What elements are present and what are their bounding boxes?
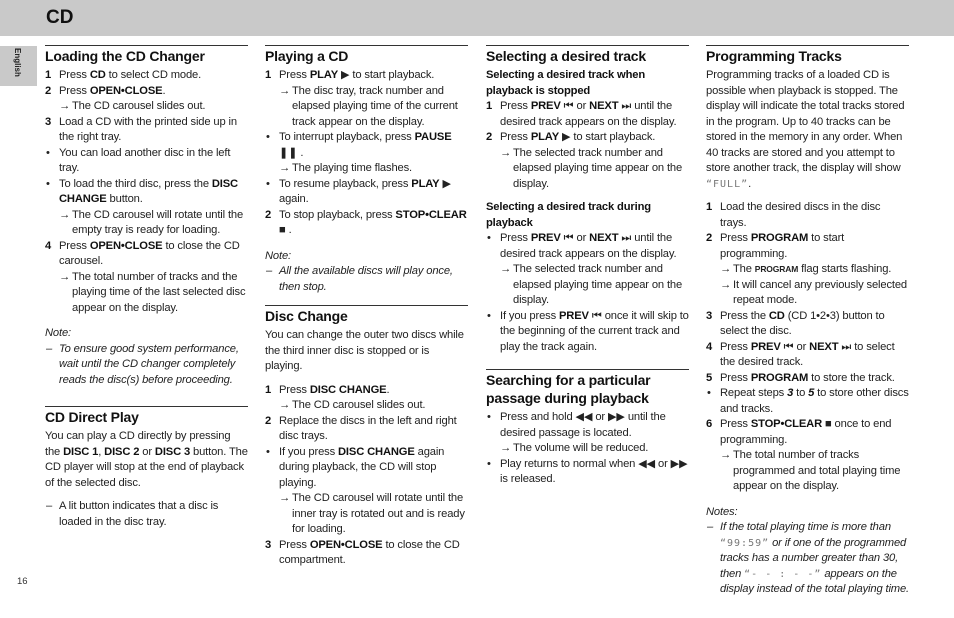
direct-play-section xyxy=(45,406,248,530)
step: 1 Load the desired discs in the disc trays. xyxy=(706,201,881,229)
step: 1 Press CD to select CD mode. xyxy=(45,69,202,81)
playing-section xyxy=(265,45,468,295)
paragraph: Programming tracks of a loaded CD is possible when playback is stopped. The display will indicate the total tracks stored in the program. Up to 40 tracks can be stored in the memory in any order. When 40 tracks are stored and you attempt to store another track, the display will show “FULL”. xyxy=(706,69,905,190)
section-title: Programming Tracks xyxy=(706,48,842,64)
result: → The selected track number and elapsed playing time appear on the display. xyxy=(500,146,683,190)
result: → The selected track number and elapsed playing time appear on the display. xyxy=(500,263,683,306)
language-tab xyxy=(0,46,37,86)
search-section xyxy=(486,369,689,488)
note-label: Note: xyxy=(45,327,71,339)
result: → It will cancel any previously selected repeat mode. xyxy=(720,278,908,306)
result: → The total number of tracks and the playing time of the last selected disc appear on the display. xyxy=(59,270,246,314)
step: 3 Press OPEN•CLOSE to close the CD compartment. xyxy=(265,538,460,566)
subheading: Selecting a desired track when playback is stopped xyxy=(486,69,646,97)
header-bar xyxy=(0,0,954,36)
result: → The CD carousel slides out. xyxy=(59,100,206,112)
select-track-section xyxy=(486,45,689,355)
note-text: – To ensure good system performance, wait until the CD changer completely reads the disc(s) before proceeding. xyxy=(46,342,239,386)
result: → The disc tray, track number and elapsed playing time of the current track appear on the display. xyxy=(279,84,458,128)
result: → The PROGRAM flag starts flashing. xyxy=(720,263,892,275)
page-number: 16 xyxy=(17,576,28,587)
bullet-item: • Press and hold ◀◀ or ▶▶ until the desired passage is located. xyxy=(487,411,666,439)
paragraph: You can change the outer two discs while the third inner disc is stopped or is playing. xyxy=(265,329,464,372)
loading-section xyxy=(45,45,248,388)
bullet-item: • You can load another disc in the left tray. xyxy=(46,146,231,174)
result: → The playing time flashes. xyxy=(279,162,412,174)
step: 4 Press PREV ⏮ or NEXT ⏭ to select the desired track. xyxy=(706,340,895,368)
bullet-item: • Play returns to normal when ◀◀ or ▶▶ is released. xyxy=(487,457,688,485)
column-4 xyxy=(706,45,909,598)
bullet-item: • To load the third disc, press the DISC CHANGE button. xyxy=(46,177,238,205)
note-text: – All the available discs will play once, then stop. xyxy=(266,265,453,293)
step: 2 Press OPEN•CLOSE. xyxy=(45,84,166,97)
bullet-item: • To resume playback, press PLAY ▶ again. xyxy=(266,177,451,205)
step: 1 Press PREV ⏮ or NEXT ⏭ until the desired track appears on the display. xyxy=(486,100,677,128)
step: 2 Press PLAY ▶ to start playback. xyxy=(486,131,656,143)
column-2 xyxy=(265,45,468,569)
dash-item: – A lit button indicates that a disc is loaded in the disc tray. xyxy=(46,500,219,528)
language-label: English xyxy=(13,48,22,77)
note-label: Notes: xyxy=(706,505,738,518)
step: 6 Press STOP•CLEAR ■ once to end programming. xyxy=(706,418,892,446)
note-text: – If the total playing time is more than “99:59” or if one of the programmed tracks has a number greater than 30, then “- - : - -” appears on the display instead of the total playing time. xyxy=(707,521,909,595)
step: 2 Press PROGRAM to start programming. xyxy=(706,232,845,260)
section-title: CD Direct Play xyxy=(45,409,139,425)
step: 2 To stop playback, press STOP•CLEAR ■ . xyxy=(265,208,467,236)
step: 4 Press OPEN•CLOSE to close the CD carousel. xyxy=(45,239,240,267)
result: → The CD carousel will rotate until the inner tray is rotated out and is ready for loading. xyxy=(279,492,465,535)
disc-change-section xyxy=(265,305,468,569)
subheading: Selecting a desired track during playback xyxy=(486,201,651,229)
bullet-item: • If you press DISC CHANGE again during playback, the CD will stop playing. xyxy=(266,445,445,489)
result: → The volume will be reduced. xyxy=(500,442,649,454)
section-title: Selecting a desired track xyxy=(486,48,646,64)
bullet-item: • To interrupt playback, press PAUSE ❚❚ . xyxy=(266,131,452,159)
section-title: Searching for a particular passage during playback xyxy=(486,372,651,406)
result: → The total number of tracks programmed and total playing time appear on the display. xyxy=(720,449,901,492)
section-title: Playing a CD xyxy=(265,48,349,64)
section-title: Disc Change xyxy=(265,308,348,324)
result: → The CD carousel will rotate until the empty tray is ready for loading. xyxy=(59,208,244,236)
step: 2 Replace the discs in the left and right disc trays. xyxy=(265,414,457,442)
step: 1 Press PLAY ▶ to start playback. xyxy=(265,69,435,81)
note-label: Note: xyxy=(265,249,291,262)
step: 5 Press PROGRAM to store the track. xyxy=(706,371,895,384)
step: 3 Press the CD (CD 1•2•3) button to select the disc. xyxy=(706,309,885,337)
section-title: Loading the CD Changer xyxy=(45,48,205,64)
chapter-title: CD xyxy=(46,7,74,28)
bullet-item: • Repeat steps 3 to 5 to store other discs and tracks. xyxy=(707,387,909,415)
bullet-item: • Press PREV ⏮ or NEXT ⏭ until the desired track appears on the display. xyxy=(487,232,677,260)
programming-section xyxy=(706,45,909,598)
step: 3 Load a CD with the printed side up in the right tray. xyxy=(45,115,237,143)
column-1 xyxy=(45,45,248,530)
bullet-item: • If you press PREV ⏮ once it will skip to the beginning of the current track and play the track again. xyxy=(487,309,689,353)
paragraph: You can play a CD directly by pressing the DISC 1, DISC 2 or DISC 3 button. The CD player will stop at the end of playback of the selected disc. xyxy=(45,430,248,489)
result: → The CD carousel slides out. xyxy=(279,399,426,411)
column-3 xyxy=(486,45,689,488)
step: 1 Press DISC CHANGE. xyxy=(265,383,390,396)
